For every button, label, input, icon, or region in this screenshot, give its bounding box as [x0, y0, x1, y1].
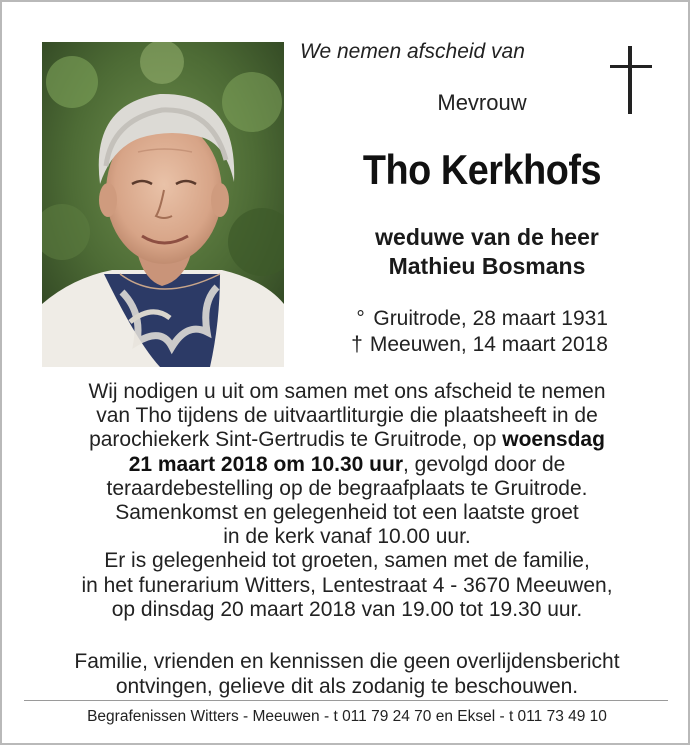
- invitation-text: [22, 380, 672, 622]
- portrait-illustration: [42, 42, 284, 367]
- portrait-photo: [42, 42, 284, 367]
- invitation-line: [22, 428, 672, 452]
- death-date: [332, 332, 608, 358]
- invitation-line-part: , gevolgd door de: [403, 452, 566, 476]
- spouse-info: [312, 223, 662, 281]
- invitation-line: in het funerarium Witters, Lentestraat 4 - 3670 Meeuwen,: [81, 573, 613, 597]
- invitation-line: op dinsdag 20 maart 2018 van 19.00 tot 19.30 uur.: [111, 597, 583, 621]
- deceased-name: Tho Kerkhofs: [362, 146, 602, 193]
- invitation-line: teraardebestelling op de begraafplaats te Gruitrode.: [106, 476, 588, 500]
- divider: [24, 700, 668, 701]
- cross-icon: [608, 46, 654, 114]
- life-dates: [332, 306, 608, 358]
- closing-text: [22, 649, 672, 699]
- invitation-line: [22, 453, 672, 477]
- invitation-line-part: parochiekerk Sint-Gertrudis te Gruitrode, op: [89, 428, 503, 452]
- closing-line: Familie, vrienden en kennissen die geen overlijdensbericht: [74, 650, 620, 673]
- funeral-home-footer: Begrafenissen Witters - Meeuwen - t 011 79 24 70 en Eksel - t 011 73 49 10: [87, 708, 607, 725]
- service-datetime: 21 maart 2018 om 10.30 uur: [128, 452, 404, 476]
- birth-date: [332, 306, 608, 332]
- title-prefix: Mevrouw: [437, 90, 527, 115]
- birth-text: Gruitrode, 28 maart 1931: [373, 307, 608, 330]
- invitation-line: Wij nodigen u uit om samen met ons afscheid te nemen: [88, 380, 606, 403]
- closing-line: ontvingen, gelieve dit als zodanig te beschouwen.: [115, 675, 579, 698]
- invitation-line: Samenkomst en gelegenheid tot een laatste groet: [115, 501, 579, 525]
- invitation-line: van Tho tijdens de uitvaartliturgie die plaatsheeft in de: [96, 404, 598, 428]
- invitation-line: in de kerk vanaf 10.00 uur.: [223, 525, 471, 549]
- spouse-line-1: weduwe van de heer: [375, 224, 599, 250]
- death-text: Meeuwen, 14 maart 2018: [369, 333, 608, 356]
- service-day: woensdag: [502, 428, 605, 452]
- invitation-line: Er is gelegenheid tot groeten, samen met de familie,: [104, 549, 590, 573]
- intro-line: We nemen afscheid van: [300, 40, 525, 63]
- death-symbol: †: [351, 333, 363, 356]
- birth-symbol: °: [356, 307, 365, 330]
- spouse-line-2: Mathieu Bosmans: [388, 253, 586, 279]
